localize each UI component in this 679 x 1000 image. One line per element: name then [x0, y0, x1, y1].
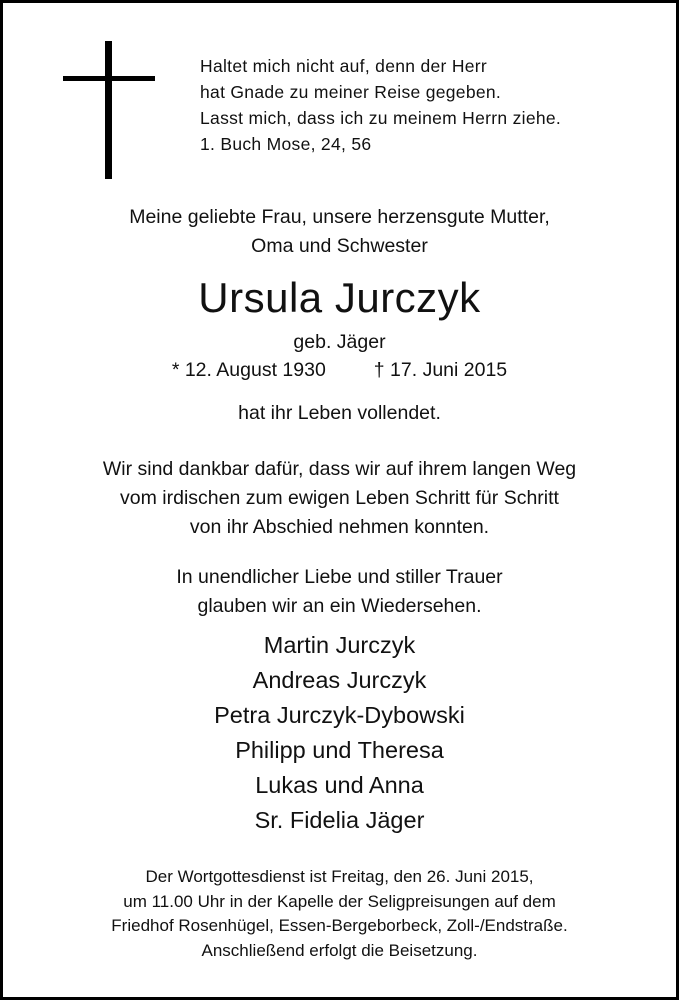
verse-line: hat Gnade zu meiner Reise gegeben. — [200, 82, 502, 102]
mourning-line: glauben wir an ein Wiedersehen. — [197, 595, 482, 617]
birth-date: * 12. August 1930 — [171, 359, 326, 381]
vollendet-text: hat ihr Leben vollendet. — [238, 402, 441, 424]
family-member: Andreas Jurczyk — [252, 667, 427, 693]
service-info — [3, 865, 676, 963]
mourning-line: In unendlicher Liebe und stiller Trauer — [176, 566, 503, 588]
family-member: Petra Jurczyk-Dybowski — [214, 702, 465, 728]
intro-line: Oma und Schwester — [251, 235, 428, 257]
service-line: Friedhof Rosenhügel, Essen-Bergeborbeck, Zoll-/Endstraße. — [111, 916, 568, 935]
service-line: Anschließend erfolgt die Beisetzung. — [201, 940, 478, 960]
family-member: Martin Jurczyk — [263, 632, 416, 658]
deceased-name: Ursula Jurczyk — [198, 274, 481, 321]
mourning-text — [3, 563, 676, 621]
verse-line: Lasst mich, dass ich zu meinem Herrn ziehe. — [200, 108, 562, 128]
family-member: Sr. Fidelia Jäger — [254, 807, 425, 833]
gratitude-text — [3, 455, 676, 542]
gratitude-line: von ihr Abschied nehmen konnten. — [189, 516, 490, 538]
intro-text — [3, 203, 676, 261]
service-line: um 11.00 Uhr in der Kapelle der Seligpreisungen auf dem — [123, 891, 556, 911]
birth-name: geb. Jäger — [293, 331, 386, 353]
intro-line: Meine geliebte Frau, unsere herzensgute Mutter, — [129, 206, 550, 228]
cross-icon — [63, 41, 155, 179]
bible-verse — [200, 53, 561, 157]
verse-line: Haltet mich nicht auf, denn der Herr — [200, 56, 488, 76]
death-date: † 17. Juni 2015 — [373, 359, 508, 381]
life-dates — [3, 356, 676, 384]
family-member: Lukas und Anna — [255, 772, 424, 798]
family-list — [3, 628, 676, 838]
verse-reference: 1. Buch Mose, 24, 56 — [200, 134, 372, 154]
family-member: Philipp und Theresa — [235, 737, 444, 763]
gratitude-line: vom irdischen zum ewigen Leben Schritt für Schritt — [120, 487, 559, 509]
gratitude-line: Wir sind dankbar dafür, dass wir auf ihrem langen Weg — [102, 458, 577, 480]
service-line: Der Wortgottesdienst ist Freitag, den 26. Juni 2015, — [145, 867, 534, 886]
